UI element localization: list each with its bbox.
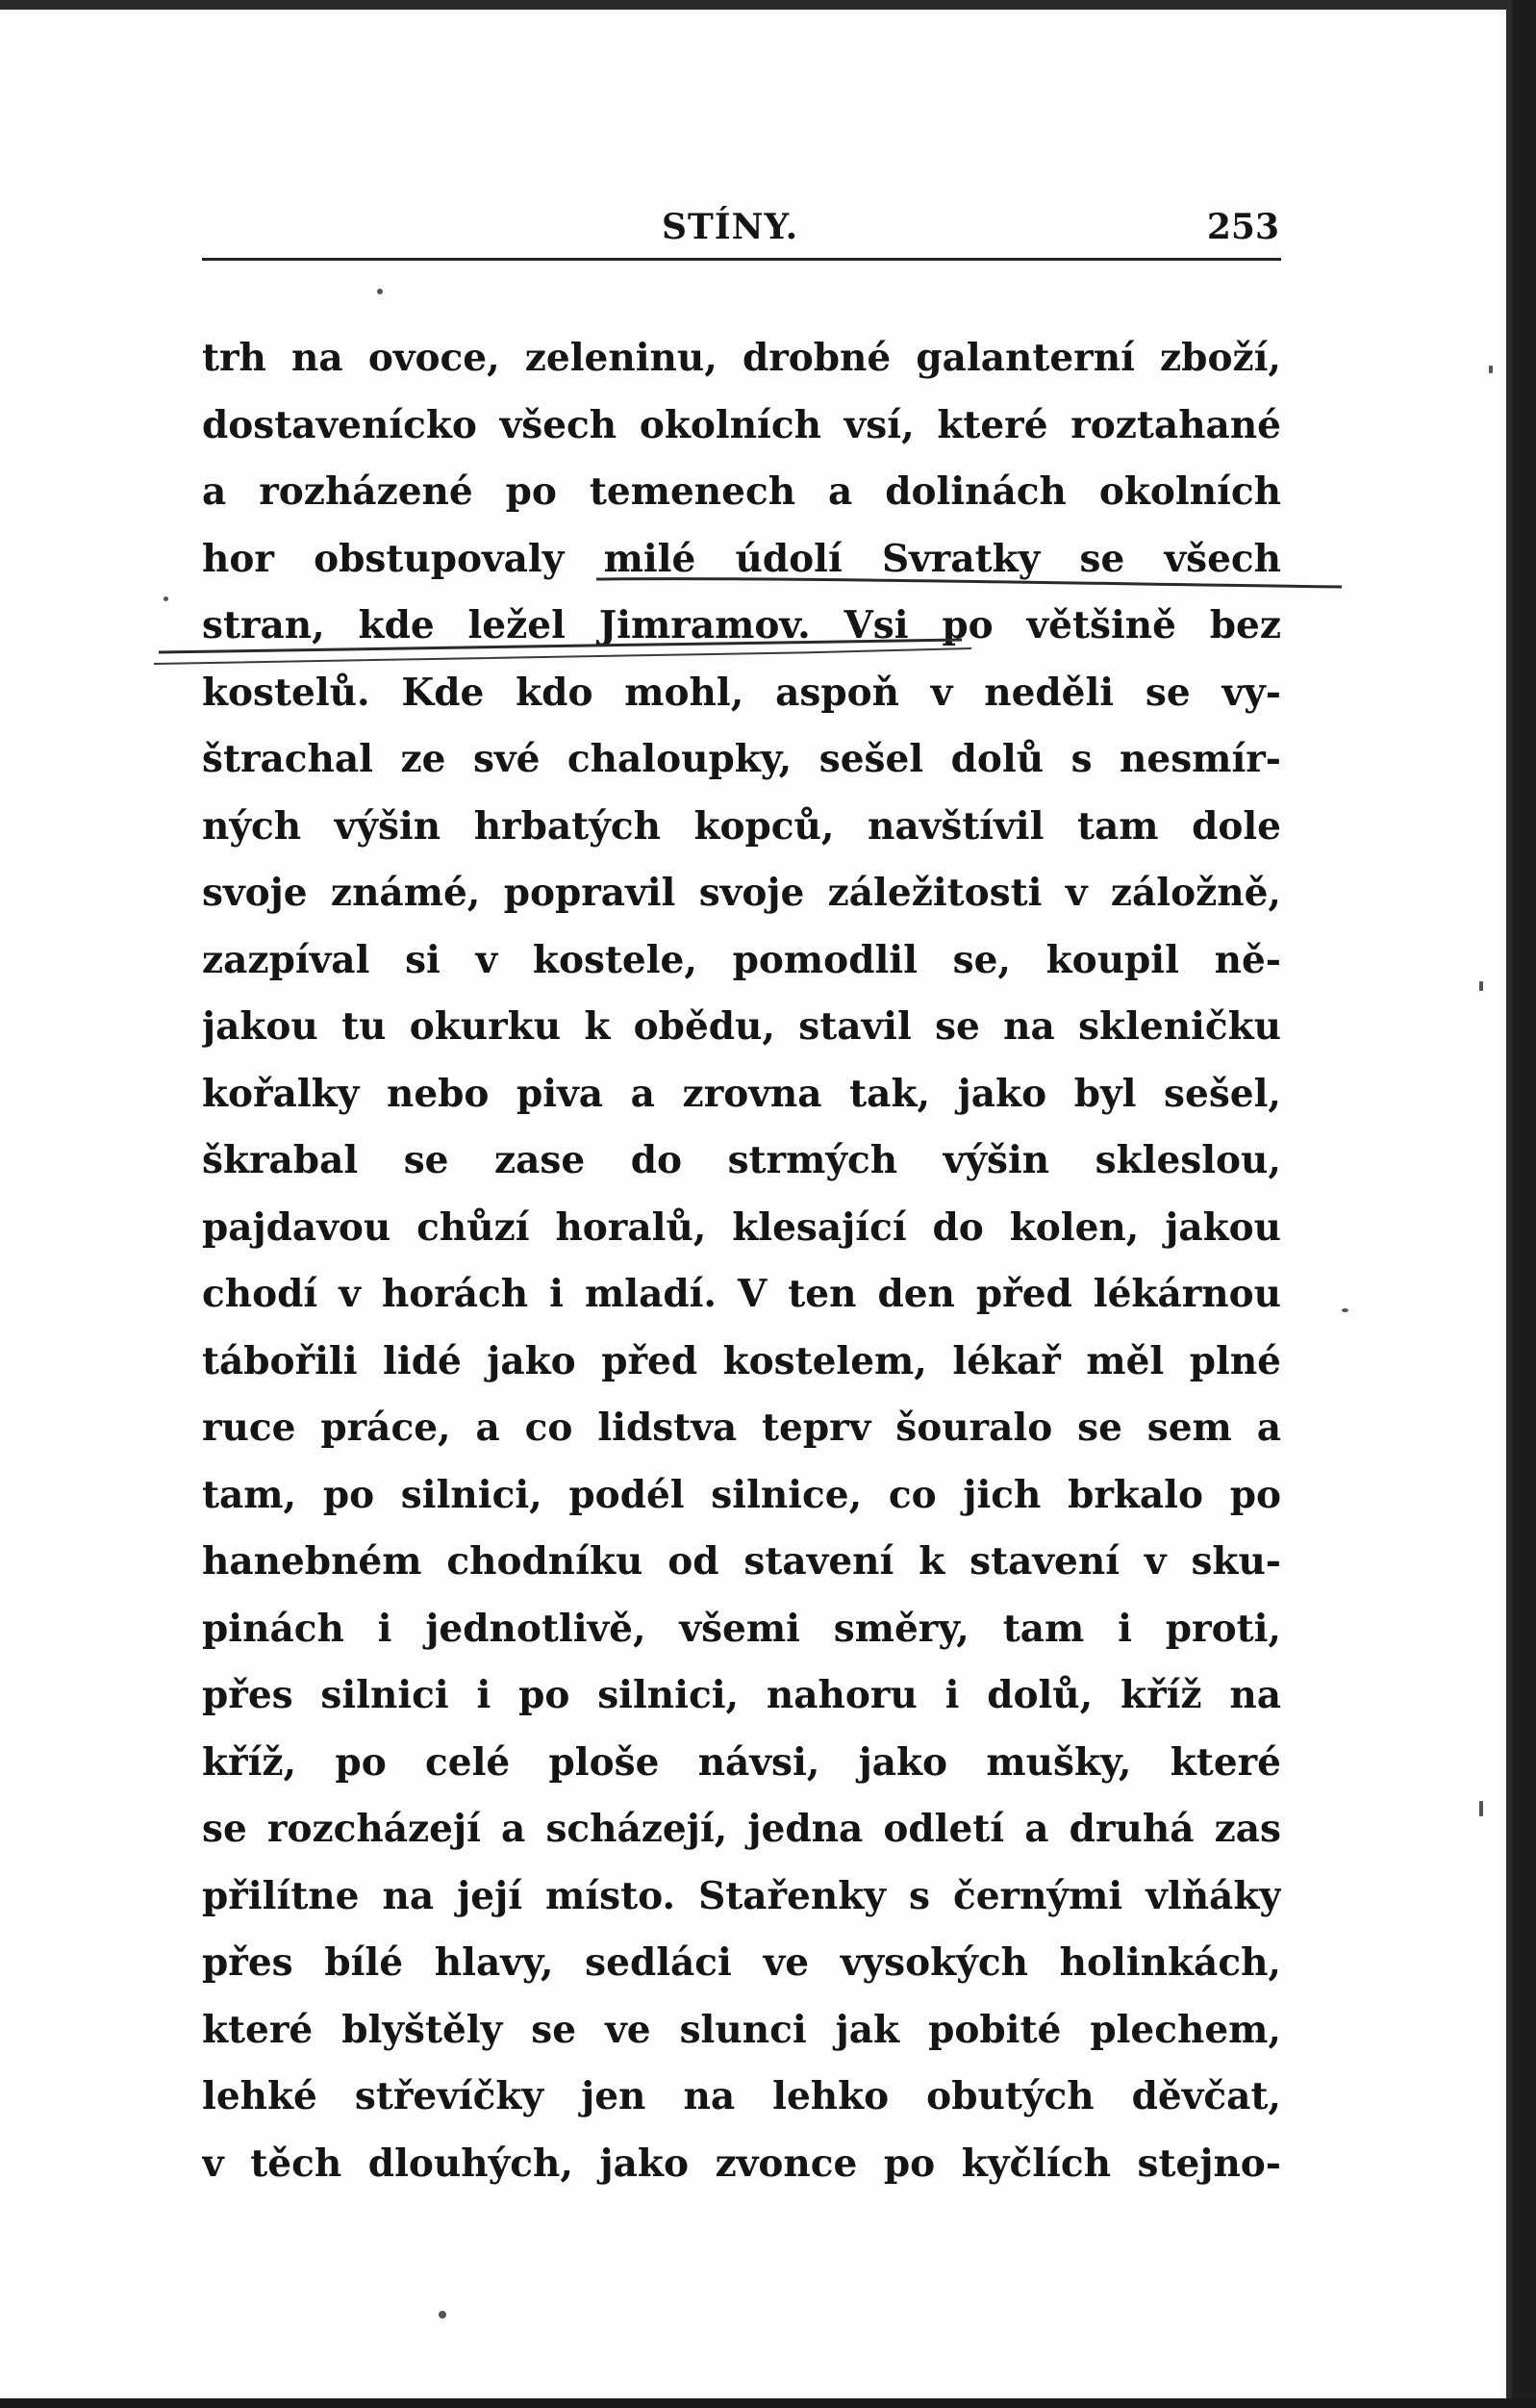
text-line: přes bílé hlavy, sedláci ve vysokých holinkách, (202, 1940, 1281, 1985)
scan-speck (439, 2311, 446, 2319)
body-text (202, 325, 1281, 2197)
text-line: přilítne na její místo. Stařenky s černými vlňáky (202, 1873, 1281, 1918)
text-line: jakou tu okurku k obědu, stavil se na skleničku (202, 1004, 1281, 1049)
scan-speck (1479, 1801, 1483, 1816)
text-line: zazpíval si v kostele, pomodlil se, koupil ně- (202, 937, 1281, 982)
text-line: škrabal se zase do strmých výšin skleslou, (202, 1138, 1281, 1182)
text-line: stran, kde ležel Jimramov. Vsi po většině bez (202, 603, 1281, 647)
text-line: chodí v horách i mladí. V ten den před lékárnou (202, 1272, 1281, 1316)
text-line: které blyštěly se ve slunci jak pobité plechem, (202, 2007, 1281, 2052)
text-line: tábořili lidé jako před kostelem, lékař měl plné (202, 1338, 1281, 1383)
page-header (202, 207, 1279, 257)
text-line: tam, po silnici, podél silnice, co jich brkalo po (202, 1472, 1281, 1517)
text-line: štrachal ze své chaloupky, sešel dolů s nesmír- (202, 737, 1281, 781)
scan-speck (1342, 1308, 1348, 1312)
scan-speck (377, 289, 383, 294)
text-line: přes silnici i po silnici, nahoru i dolů, kříž na (202, 1673, 1281, 1717)
text-line: svoje známé, popravil svoje záležitosti v záložně, (202, 871, 1281, 915)
text-line: pajdavou chůzí horalů, klesající do kolen, jakou (202, 1204, 1281, 1250)
text-line: kostelů. Kde kdo mohl, aspoň v neděli se vy- (202, 670, 1281, 715)
text-line: lehké střevíčky jen na lehko obutých děvčat, (202, 2074, 1281, 2118)
text-line: trh na ovoce, zeleninu, drobné galanterní zboží, (202, 336, 1281, 380)
scan-speck (1479, 981, 1483, 991)
text-line: ných výšin hrbatých kopců, navštívil tam dole (202, 803, 1281, 849)
text-line: v těch dlouhých, jako zvonce po kyčlích stejno- (202, 2141, 1281, 2186)
text-line: se rozcházejí a scházejí, jedna odletí a druhá zas (202, 1807, 1281, 1851)
text-line: pinách i jednotlivě, všemi směry, tam i proti, (202, 1606, 1281, 1651)
header-rule (202, 258, 1281, 261)
text-line: kořalky nebo piva a zrovna tak, jako byl sešel, (202, 1071, 1281, 1116)
running-title: STÍNY. (662, 207, 799, 247)
text-line: hanebném chodníku od stavení k stavení v sku- (202, 1539, 1281, 1584)
scan-speck (1489, 366, 1493, 373)
text-line: kříž, po celé ploše návsi, jako mušky, které (202, 1739, 1281, 1785)
text-line: ruce práce, a co lidstva teprv šouralo se sem a (202, 1406, 1281, 1450)
text-line: a rozházené po temenech a dolinách okolních (202, 469, 1281, 514)
text-line: dostavenícko všech okolních vsí, které roztahané (202, 402, 1281, 447)
page-number: 253 (1206, 207, 1279, 247)
scan-edge (1512, 0, 1536, 2398)
text-line: hor obstupovaly milé údolí Svratky se všech (202, 536, 1281, 581)
scan-speck (164, 596, 168, 601)
